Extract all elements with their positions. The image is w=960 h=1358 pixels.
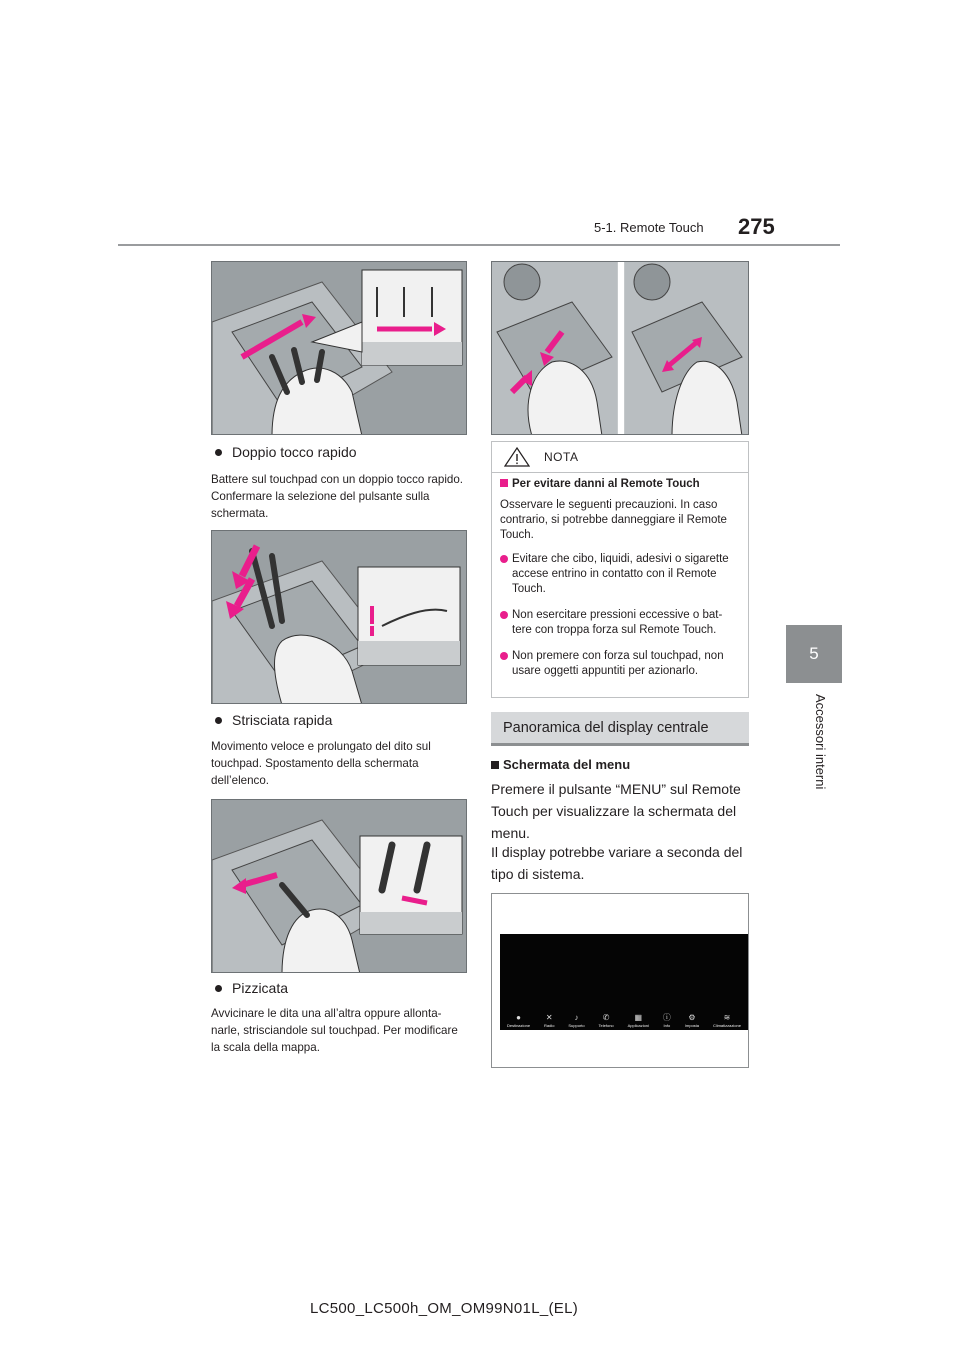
pin-icon: ● xyxy=(516,1013,521,1022)
menu-item-destinazione[interactable]: ● Destinazione xyxy=(506,1013,531,1028)
nota-heading: Per evitare danni al Remote Touch xyxy=(500,477,740,492)
menu-item-info[interactable]: ⓘ Info xyxy=(662,1013,671,1028)
chapter-title: Accessori interni xyxy=(813,694,828,790)
pink-bullet-icon xyxy=(500,652,508,660)
nota-intro: Osservare le seguenti precauzioni. In caso contrario, si potrebbe danneggiare il Remote Touch. xyxy=(500,499,727,541)
nota-title: NOTA xyxy=(544,450,579,464)
nota-item: Non esercitare pressioni eccessive o bat-tere con troppa forza sul Remote Touch. xyxy=(500,608,740,638)
square-bullet-icon xyxy=(500,479,508,487)
bullet-dot-icon xyxy=(215,717,222,724)
menu-item-telefono[interactable]: ✆ Telefono xyxy=(598,1013,614,1028)
radio-icon: ✕ xyxy=(545,1013,553,1022)
page-number: 275 xyxy=(738,214,775,239)
gesture-double-tap-title: Doppio tocco rapido xyxy=(211,444,357,460)
header-divider xyxy=(118,244,840,246)
bullet-dot-icon xyxy=(215,985,222,992)
pink-bullet-icon xyxy=(500,611,508,619)
gesture-pinch-description: Avvicinare le dita una all’altra oppure allonta-narle, strisciandole sul touchpad. Per modificare la scala della mappa. xyxy=(211,1007,458,1054)
menu-item-radio[interactable]: ✕ Radio xyxy=(544,1013,555,1028)
touchpad-illustration xyxy=(212,262,467,435)
menu-bar xyxy=(500,1002,748,1030)
phone-icon: ✆ xyxy=(602,1013,610,1022)
nota-box xyxy=(491,441,749,698)
menu-item-applicazioni[interactable]: ▦ Applicazioni xyxy=(627,1013,649,1028)
bullet-dot-icon xyxy=(215,449,222,456)
footer-document-code: LC500_LC500h_OM_OM99N01L_(EL) xyxy=(310,1300,579,1317)
gesture-double-tap-description: Battere sul touchpad con un doppio tocco rapido. Confermare la selezione del pulsante sulla schermata. xyxy=(211,473,464,520)
nota-item: Non premere con forza sul touchpad, non usare oggetti appuntiti per azionarlo. xyxy=(500,649,740,679)
overview-paragraph-1: Premere il pulsante “MENU” sul Remote Touch per visualizzare la schermata del menu. xyxy=(491,781,741,841)
nota-item: Evitare che cibo, liquidi, adesivi o sigarette accese entrino in contatto con il Remote Touch. xyxy=(500,552,740,597)
climate-icon: ≋ xyxy=(723,1013,731,1022)
illustration-touchpad-double-tap-hand xyxy=(211,261,467,435)
info-icon: ⓘ xyxy=(662,1013,671,1022)
illustration-touchpad-pinch xyxy=(491,261,749,435)
warning-triangle-icon xyxy=(504,447,530,467)
menu-screen-subheading: Schermata del menu xyxy=(491,757,630,772)
chapter-tab xyxy=(786,625,842,683)
touchpad-illustration xyxy=(212,800,467,973)
menu-item-climatizzazione[interactable]: ≋ Climatizzazione xyxy=(712,1013,741,1028)
grid-icon: ▦ xyxy=(634,1013,643,1022)
menu-screen-display xyxy=(491,893,749,1068)
gear-icon: ⚙ xyxy=(688,1013,696,1022)
chapter-number: 5 xyxy=(809,644,819,663)
pink-bullet-icon xyxy=(500,555,508,563)
gesture-flick-description: Movimento veloce e prolungato del dito sul touchpad. Spostamento della schermata dell’elenco. xyxy=(211,740,431,787)
touchpad-pinch-illustration xyxy=(492,262,749,435)
gesture-flick-title: Strisciata rapida xyxy=(211,712,332,728)
menu-item-supporto[interactable]: ♪ Supporto xyxy=(568,1013,585,1028)
touchpad-illustration xyxy=(212,531,467,704)
illustration-touchpad-flick xyxy=(211,530,467,704)
nota-header xyxy=(492,442,748,473)
gesture-pinch-title: Pizzicata xyxy=(211,980,288,996)
section-label: 5-1. Remote Touch xyxy=(594,220,704,235)
music-note-icon: ♪ xyxy=(574,1013,579,1022)
illustration-touchpad-swipe-left xyxy=(211,799,467,973)
menu-screen-dark-area xyxy=(500,934,748,1030)
overview-heading: Panoramica del display centrale xyxy=(491,712,749,746)
overview-paragraph-2: Il display potrebbe variare a seconda del tipo di sistema. xyxy=(491,844,743,882)
square-bullet-icon xyxy=(491,761,499,769)
menu-item-imposta[interactable]: ⚙ Imposta xyxy=(684,1013,700,1028)
